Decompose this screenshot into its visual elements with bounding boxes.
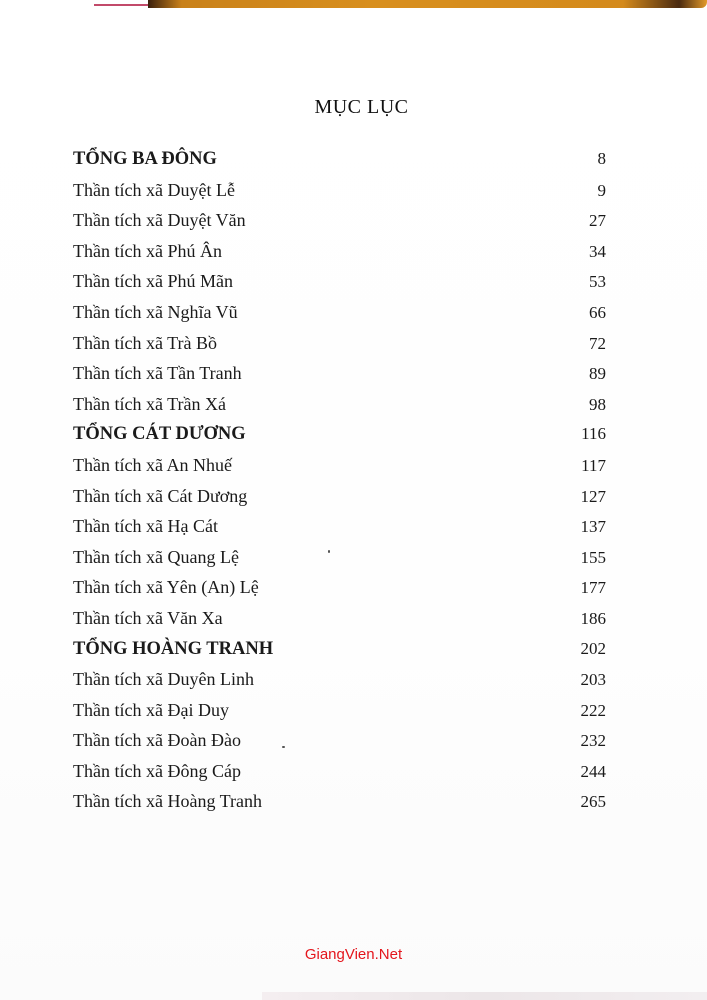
- toc-label: Thần tích xã Yên (An) Lệ: [73, 577, 259, 598]
- table-of-contents: [73, 144, 606, 817]
- toc-label: Thần tích xã Đoàn Đào: [73, 730, 241, 751]
- toc-section-tong-hoang-tranh: [73, 634, 606, 665]
- toc-entry: [73, 205, 606, 236]
- toc-page-number: 89: [589, 364, 606, 384]
- toc-entry: [73, 175, 606, 206]
- toc-entry: [73, 756, 606, 787]
- toc-entry: [73, 266, 606, 297]
- cover-binding-strip: [148, 0, 707, 8]
- toc-page-number: 117: [581, 455, 606, 475]
- toc-page-number: 116: [581, 424, 606, 444]
- toc-label: Thần tích xã Duyên Linh: [73, 669, 254, 690]
- toc-page-number: 137: [580, 517, 606, 537]
- toc-label: Thần tích xã Duyệt Lễ: [73, 179, 235, 200]
- toc-entry: [73, 481, 606, 512]
- toc-label: Thần tích xã Đông Cáp: [73, 760, 241, 781]
- toc-label: Thần tích xã Trần Xá: [73, 393, 226, 414]
- toc-label: Thần tích xã Trà Bồ: [73, 332, 217, 353]
- toc-label: Thần tích xã Cát Dương: [73, 485, 248, 506]
- toc-entry: [73, 297, 606, 328]
- toc-page-number: 27: [589, 211, 606, 231]
- book-cover-edge: [0, 0, 707, 10]
- toc-label: Thần tích xã Phú Mãn: [73, 271, 233, 292]
- toc-page-number: 265: [580, 792, 606, 812]
- toc-label: Thần tích xã Quang Lệ: [73, 546, 239, 567]
- toc-page-number: 66: [589, 302, 606, 322]
- toc-page-number: 222: [580, 700, 606, 720]
- toc-entry: [73, 450, 606, 481]
- watermark: GiangVien.Net: [304, 946, 403, 963]
- toc-label: Thần tích xã Duyệt Văn: [73, 210, 246, 231]
- toc-label: Thần tích xã Tần Tranh: [73, 363, 242, 384]
- toc-page-number: 98: [589, 394, 606, 414]
- toc-page-number: 203: [580, 670, 606, 690]
- toc-page-number: 127: [580, 486, 606, 506]
- toc-entry: [73, 328, 606, 359]
- toc-label: Thần tích xã Phú Ân: [73, 240, 222, 261]
- toc-entry: [73, 389, 606, 420]
- toc-entry: [73, 695, 606, 726]
- toc-entry: [73, 236, 606, 267]
- page-title: MỤC LỤC: [314, 96, 409, 118]
- toc-label: Thần tích xã Nghĩa Vũ: [73, 301, 238, 322]
- toc-entry: [73, 603, 606, 634]
- toc-label: TỔNG HOÀNG TRANH: [73, 638, 274, 659]
- toc-page-number: 72: [589, 333, 606, 353]
- toc-label: Thần tích xã Văn Xa: [73, 607, 223, 628]
- toc-label: TỔNG BA ĐÔNG: [73, 149, 217, 169]
- toc-entry: [73, 664, 606, 695]
- toc-entry: [73, 572, 606, 603]
- toc-entry: [73, 786, 606, 817]
- toc-label: Thần tích xã An Nhuế: [73, 454, 232, 475]
- toc-page-number: 244: [580, 761, 606, 781]
- toc-label: Thần tích xã Đại Duy: [73, 699, 229, 720]
- scan-speck: [328, 550, 330, 553]
- toc-page-number: 232: [580, 731, 606, 751]
- toc-page-number: 155: [580, 547, 606, 567]
- page-bottom-edge: [262, 992, 707, 1000]
- cover-accent-line: [94, 4, 150, 6]
- toc-page-number: 53: [589, 272, 606, 292]
- toc-section-tong-ba-dong: [73, 144, 606, 175]
- toc-label: TỔNG CÁT DƯƠNG: [73, 424, 246, 445]
- toc-label: Thần tích xã Hoàng Tranh: [73, 791, 262, 812]
- toc-page-number: 34: [589, 241, 606, 261]
- toc-entry: [73, 511, 606, 542]
- toc-page-number: 202: [580, 638, 606, 658]
- document-page: [0, 10, 707, 1000]
- toc-page-number: 177: [580, 578, 606, 598]
- toc-entry: [73, 542, 606, 573]
- toc-page-number: 186: [580, 608, 606, 628]
- toc-label: Thần tích xã Hạ Cát: [73, 516, 218, 537]
- toc-entry: [73, 358, 606, 389]
- scan-speck: [282, 746, 285, 748]
- toc-entry: [73, 725, 606, 756]
- toc-page-number: 8: [597, 149, 606, 168]
- toc-section-tong-cat-duong: [73, 419, 606, 450]
- toc-page-number: 9: [597, 180, 606, 200]
